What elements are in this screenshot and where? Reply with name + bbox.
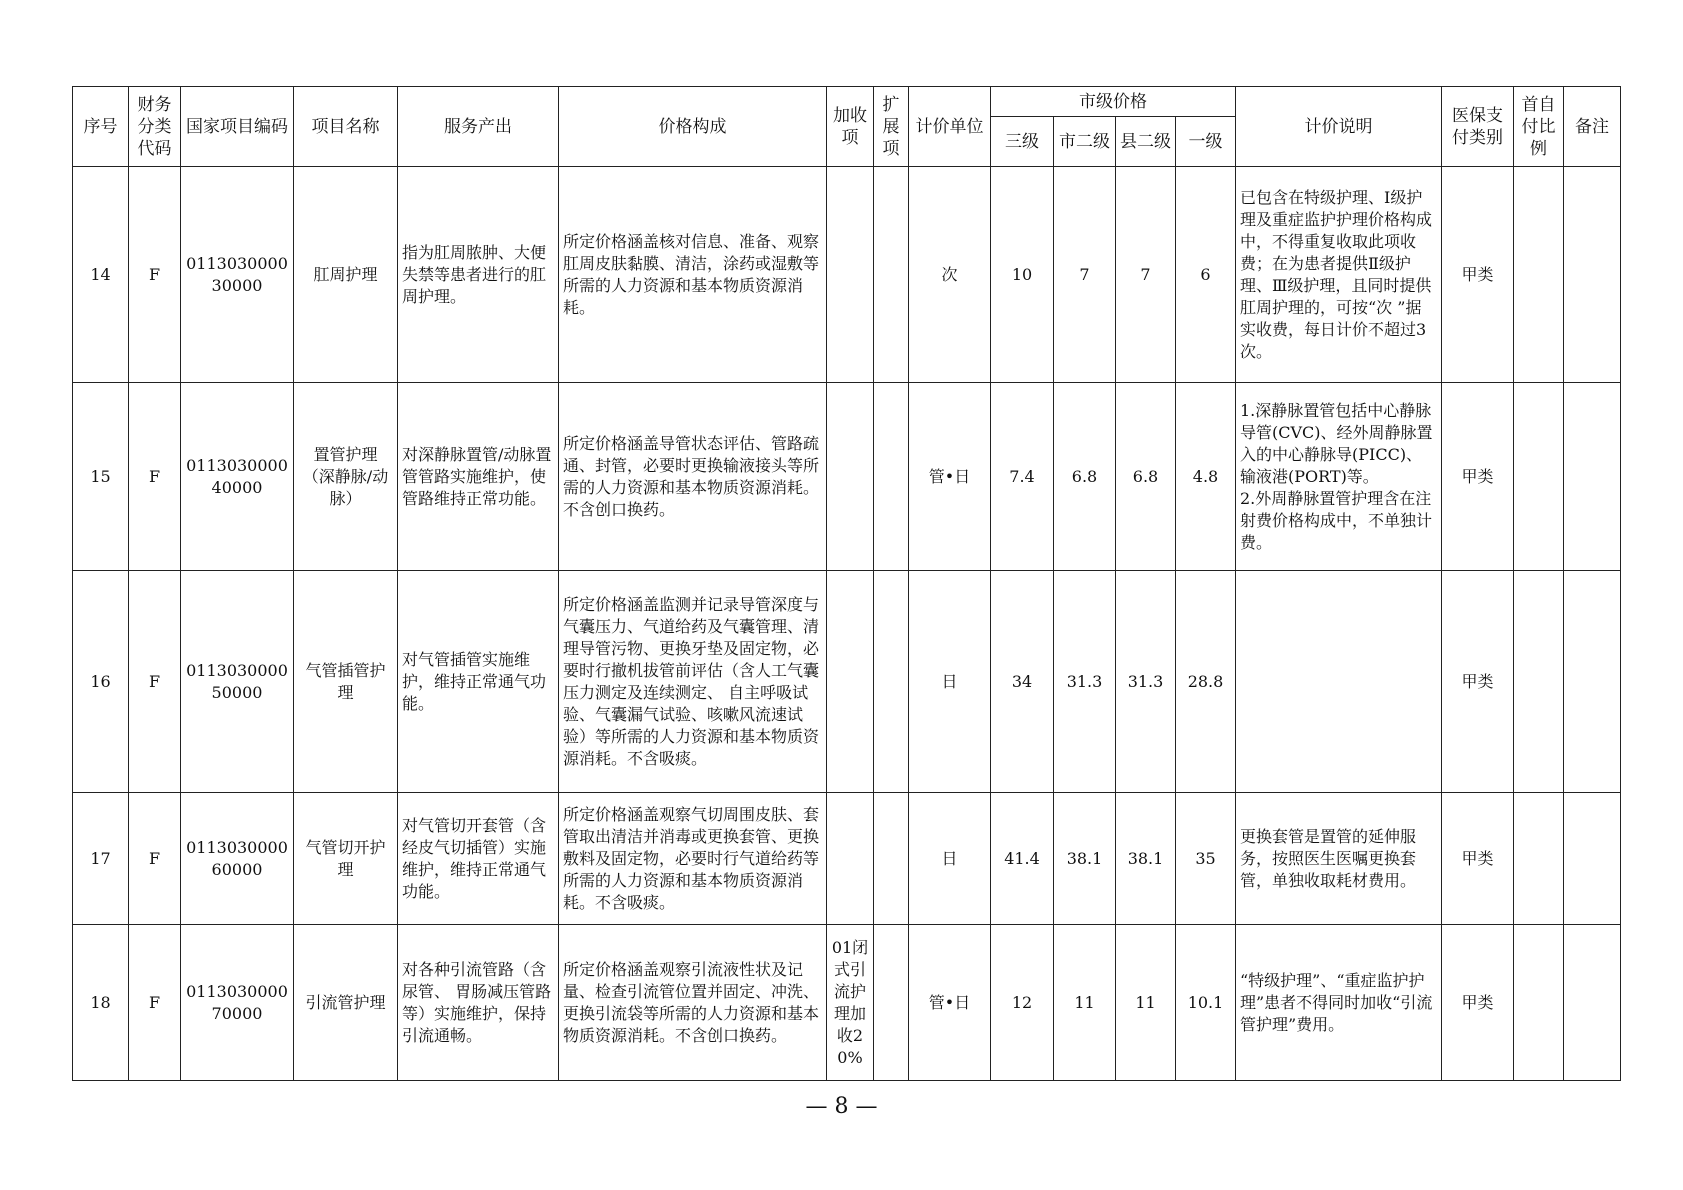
page-number: — 8 — bbox=[805, 1094, 878, 1119]
cell-national-code: 011303000030000 bbox=[181, 167, 294, 383]
cell-seq: 14 bbox=[73, 167, 129, 383]
cell-add-item bbox=[827, 383, 874, 571]
cell-unit: 日 bbox=[909, 793, 991, 925]
cell-service-output: 对深静脉置管/动脉置管管路实施维护，使管路维持正常功能。 bbox=[398, 383, 559, 571]
cell-insurance-type: 甲类 bbox=[1442, 571, 1514, 793]
header-pricing-notes: 计价说明 bbox=[1236, 87, 1442, 167]
cell-city-level2: 6.8 bbox=[1054, 383, 1116, 571]
cell-fin-code: F bbox=[129, 383, 181, 571]
cell-fin-code: F bbox=[129, 793, 181, 925]
table-row bbox=[73, 167, 1621, 383]
cell-level3: 12 bbox=[991, 925, 1054, 1081]
cell-city-level2: 31.3 bbox=[1054, 571, 1116, 793]
cell-item-name: 气管插管护理 bbox=[294, 571, 398, 793]
cell-pricing-notes: 1.深静脉置管包括中心静脉导管(CVC)、经外周静脉置入的中心静脉导(PICC)、输液港(PORT)等。 2.外周静脉置管护理含在注射费价格构成中，不单独计费。 bbox=[1236, 383, 1442, 571]
cell-seq: 18 bbox=[73, 925, 129, 1081]
cell-fin-code: F bbox=[129, 571, 181, 793]
cell-remarks bbox=[1564, 793, 1621, 925]
table-row bbox=[73, 793, 1621, 925]
cell-service-output: 对气管插管实施维护，维持正常通气功能。 bbox=[398, 571, 559, 793]
cell-service-output: 对各种引流管路（含尿管、 胃肠减压管路等）实施维护，保持引流通畅。 bbox=[398, 925, 559, 1081]
cell-fin-code: F bbox=[129, 925, 181, 1081]
cell-pricing-notes: 更换套管是置管的延伸服务，按照医生医嘱更换套管，单独收取耗材费用。 bbox=[1236, 793, 1442, 925]
cell-level1: 6 bbox=[1176, 167, 1236, 383]
header-remarks: 备注 bbox=[1564, 87, 1621, 167]
header-level1: 一级 bbox=[1176, 117, 1236, 167]
price-table bbox=[72, 86, 1621, 1081]
header-add-item: 加收项 bbox=[827, 87, 874, 167]
cell-level3: 10 bbox=[991, 167, 1054, 383]
cell-remarks bbox=[1564, 167, 1621, 383]
header-seq: 序号 bbox=[73, 87, 129, 167]
cell-self-pay-ratio bbox=[1514, 167, 1564, 383]
header-city-level2: 市二级 bbox=[1054, 117, 1116, 167]
cell-seq: 16 bbox=[73, 571, 129, 793]
cell-price-composition: 所定价格涵盖核对信息、准备、观察肛周皮肤黏膜、清洁，涂药或湿敷等所需的人力资源和基本物质资源消耗。 bbox=[559, 167, 827, 383]
cell-self-pay-ratio bbox=[1514, 383, 1564, 571]
cell-pricing-notes bbox=[1236, 571, 1442, 793]
cell-self-pay-ratio bbox=[1514, 925, 1564, 1081]
cell-county-level2: 11 bbox=[1116, 925, 1176, 1081]
header-level3: 三级 bbox=[991, 117, 1054, 167]
table-row bbox=[73, 383, 1621, 571]
cell-fin-code: F bbox=[129, 167, 181, 383]
header-city-price: 市级价格 bbox=[991, 87, 1236, 117]
cell-price-composition: 所定价格涵盖观察气切周围皮肤、套管取出清洁并消毒或更换套管、更换敷料及固定物，必要时行气道给药等所需的人力资源和基本物质资源消耗。不含吸痰。 bbox=[559, 793, 827, 925]
cell-add-item bbox=[827, 571, 874, 793]
cell-level3: 7.4 bbox=[991, 383, 1054, 571]
cell-county-level2: 38.1 bbox=[1116, 793, 1176, 925]
header-ext-item: 扩展项 bbox=[874, 87, 909, 167]
table-row bbox=[73, 571, 1621, 793]
cell-ext-item bbox=[874, 925, 909, 1081]
cell-self-pay-ratio bbox=[1514, 793, 1564, 925]
cell-item-name: 引流管护理 bbox=[294, 925, 398, 1081]
cell-self-pay-ratio bbox=[1514, 571, 1564, 793]
cell-level1: 35 bbox=[1176, 793, 1236, 925]
cell-unit: 次 bbox=[909, 167, 991, 383]
cell-level3: 34 bbox=[991, 571, 1054, 793]
cell-add-item bbox=[827, 167, 874, 383]
cell-unit: 日 bbox=[909, 571, 991, 793]
cell-county-level2: 31.3 bbox=[1116, 571, 1176, 793]
header-insurance-type: 医保支付类别 bbox=[1442, 87, 1514, 167]
cell-add-item bbox=[827, 793, 874, 925]
cell-remarks bbox=[1564, 571, 1621, 793]
header-self-pay-ratio: 首自付比例 bbox=[1514, 87, 1564, 167]
cell-unit: 管•日 bbox=[909, 383, 991, 571]
cell-ext-item bbox=[874, 167, 909, 383]
cell-seq: 15 bbox=[73, 383, 129, 571]
header-fin-code: 财务分类代码 bbox=[129, 87, 181, 167]
header-service-output: 服务产出 bbox=[398, 87, 559, 167]
cell-city-level2: 38.1 bbox=[1054, 793, 1116, 925]
cell-item-name: 肛周护理 bbox=[294, 167, 398, 383]
table-row bbox=[73, 925, 1621, 1081]
cell-price-composition: 所定价格涵盖观察引流液性状及记量、检查引流管位置并固定、冲洗、更换引流袋等所需的人力资源和基本物质资源消耗。不含创口换药。 bbox=[559, 925, 827, 1081]
cell-unit: 管•日 bbox=[909, 925, 991, 1081]
cell-add-item: 01闭式引流护理加收20% bbox=[827, 925, 874, 1081]
header-national-code: 国家项目编码 bbox=[181, 87, 294, 167]
header-item-name: 项目名称 bbox=[294, 87, 398, 167]
cell-item-name: 气管切开护理 bbox=[294, 793, 398, 925]
cell-remarks bbox=[1564, 383, 1621, 571]
cell-ext-item bbox=[874, 383, 909, 571]
header-price-composition: 价格构成 bbox=[559, 87, 827, 167]
header-county-level2: 县二级 bbox=[1116, 117, 1176, 167]
cell-insurance-type: 甲类 bbox=[1442, 793, 1514, 925]
cell-price-composition: 所定价格涵盖导管状态评估、管路疏通、封管，必要时更换输液接头等所需的人力资源和基本物质资源消耗。不含创口换药。 bbox=[559, 383, 827, 571]
cell-insurance-type: 甲类 bbox=[1442, 925, 1514, 1081]
header-unit: 计价单位 bbox=[909, 87, 991, 167]
cell-price-composition: 所定价格涵盖监测并记录导管深度与气囊压力、气道给药及气囊管理、清理导管污物、更换牙垫及固定物，必要时行撤机拔管前评估（含人工气囊压力测定及连续测定、 自主呼吸试验、气囊漏气试验、咳嗽风流速试验）等所需的人力资源和基本物质资源消耗。不含吸痰。 bbox=[559, 571, 827, 793]
cell-level3: 41.4 bbox=[991, 793, 1054, 925]
cell-national-code: 011303000070000 bbox=[181, 925, 294, 1081]
cell-ext-item bbox=[874, 793, 909, 925]
cell-seq: 17 bbox=[73, 793, 129, 925]
cell-county-level2: 6.8 bbox=[1116, 383, 1176, 571]
cell-level1: 28.8 bbox=[1176, 571, 1236, 793]
cell-national-code: 011303000050000 bbox=[181, 571, 294, 793]
cell-ext-item bbox=[874, 571, 909, 793]
cell-city-level2: 7 bbox=[1054, 167, 1116, 383]
cell-insurance-type: 甲类 bbox=[1442, 383, 1514, 571]
cell-county-level2: 7 bbox=[1116, 167, 1176, 383]
cell-level1: 4.8 bbox=[1176, 383, 1236, 571]
cell-remarks bbox=[1564, 925, 1621, 1081]
cell-service-output: 指为肛周脓肿、大便失禁等患者进行的肛周护理。 bbox=[398, 167, 559, 383]
cell-national-code: 011303000060000 bbox=[181, 793, 294, 925]
cell-national-code: 011303000040000 bbox=[181, 383, 294, 571]
cell-service-output: 对气管切开套管（含经皮气切插管）实施维护，维持正常通气功能。 bbox=[398, 793, 559, 925]
cell-item-name: 置管护理（深静脉/动脉） bbox=[294, 383, 398, 571]
cell-city-level2: 11 bbox=[1054, 925, 1116, 1081]
cell-pricing-notes: “特级护理”、“重症监护护理”患者不得同时加收“引流管护理”费用。 bbox=[1236, 925, 1442, 1081]
cell-pricing-notes: 已包含在特级护理、Ⅰ级护理及重症监护护理价格构成中，不得重复收取此项收费；在为患者提供Ⅱ级护理、Ⅲ级护理，且同时提供肛周护理的，可按“次 ”据实收费，每日计价不超过3次。 bbox=[1236, 167, 1442, 383]
cell-level1: 10.1 bbox=[1176, 925, 1236, 1081]
cell-insurance-type: 甲类 bbox=[1442, 167, 1514, 383]
